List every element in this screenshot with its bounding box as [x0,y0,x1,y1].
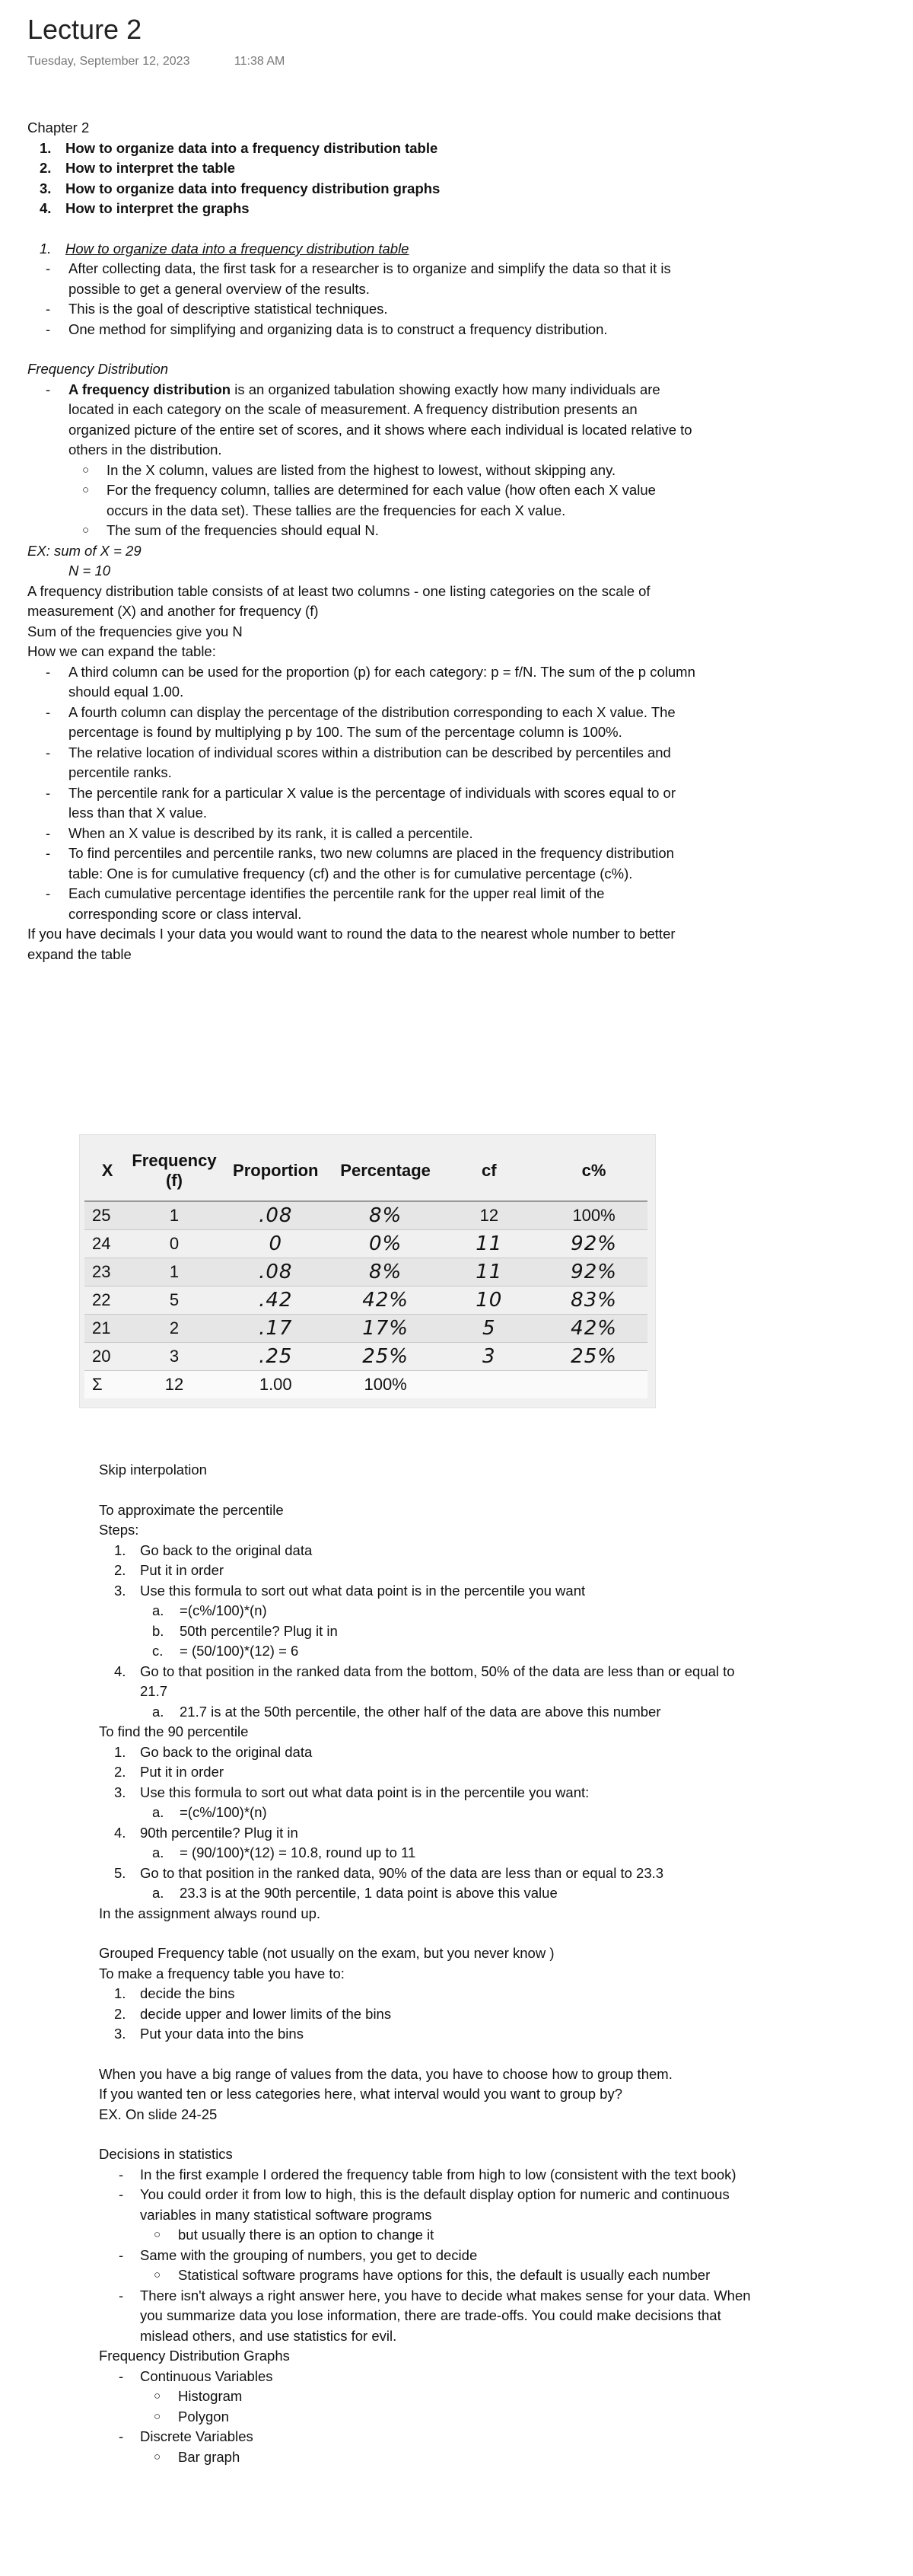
list-item: - Discrete Variables [119,2428,253,2444]
list-item: b. 50th percentile? Plug it in [152,1622,338,1639]
paragraph: To make a frequency table you have to: [99,1965,345,1981]
column-header: cf [437,1141,540,1201]
list-item: - This is the goal of descriptive statistical techniques. [46,301,388,317]
list-item: 3. Use this formula to sort out what data point is in the percentile you want: [114,1784,590,1800]
list-item: 3. Use this formula to sort out what data point is in the percentile you want [114,1582,586,1599]
example-n: N = 10 [68,563,111,579]
list-item: - When an X value is described by its rank, it is called a percentile. [46,824,473,841]
paragraph: If you wanted ten or less categories here, what interval would you want to group by? [99,2086,622,2102]
page-title[interactable]: Lecture 2 [27,14,142,45]
paragraph: EX. On slide 24-25 [99,2106,218,2122]
grouped-heading: Grouped Frequency table (not usually on the exam, but you never know ) [99,1945,555,1961]
list-item: ○ Polygon [154,2408,229,2425]
frequency-table-image[interactable] [79,1134,656,1408]
section1-heading: 1. How to organize data into a frequency distribution table [40,240,409,257]
list-item: 2. Put it in order [114,1764,224,1780]
decisions-heading: Decisions in statistics [99,2146,233,2162]
list-item: 2. Put it in order [114,1562,224,1578]
example-line: EX: sum of X = 29 [27,542,142,559]
list-item: - You could order it from low to high, this is the default display option for numeric and continuous variables in many statistical software programs [119,2186,730,2223]
expand-bullets [27,662,697,925]
list-item: ○ but usually there is an option to change it [154,2227,434,2243]
graphs-heading: Frequency Distribution Graphs [99,2348,290,2364]
list-item: ○ For the frequency column, tallies are determined for each value (how often each X value occurs in the data set). These tallies are the frequencies for each X value. [82,482,656,518]
list-item: - After collecting data, the first task for a researcher is to organize and simplify the data so that it is possible to get a general overview of the results. [46,260,671,297]
fd-bullets [27,380,697,461]
list-item: - There isn't always a right answer here, you have to decide what makes sense for your data. When you summarize data you lose information, there are trade-offs. You could make decisions that mislead others, and use statistics for evil. [119,2287,751,2344]
list-item: ○ Histogram [154,2388,243,2404]
list-item: a. =(c%/100)*(n) [152,1602,267,1618]
approx-heading: To approximate the percentile [99,1501,284,1518]
list-item: a. 23.3 is at the 90th percentile, 1 data point is above this value [152,1885,558,1901]
list-item: a. = (90/100)*(12) = 10.8, round up to 11 [152,1844,416,1860]
list-item: 2. How to interpret the table [40,160,236,176]
list-item: - A fourth column can display the percentage of the distribution corresponding to each X value. The percentage is found by multiplying p by 100. The sum of the percentage column is 100%. [46,703,676,740]
steps-label: Steps: [99,1522,139,1538]
p90-steps [99,1742,753,1803]
table-sum-row: Σ 12 1.00 100% [84,1371,647,1399]
list-item: 1. How to organize data into a frequency distribution table [40,139,438,156]
frequency-table [84,1141,647,1398]
table-row: 24 0 0 0% 11 92% [84,1230,647,1258]
list-item: 1. Go back to the original data [114,1743,313,1760]
list-item: 4. Go to that position in the ranked data from the bottom, 50% of the data are less than or equal to 21.7 [114,1663,735,1699]
list-item: 2. decide upper and lower limits of the bins [114,2005,392,2022]
list-item: 3. How to organize data into frequency distribution graphs [40,180,441,196]
chapter-label: Chapter 2 [27,120,90,135]
approx-steps [99,1541,753,1602]
decisions-list [99,2165,753,2226]
p90-heading: To find the 90 percentile [99,1723,249,1739]
note-date: Tuesday, September 12, 2023 [27,55,190,68]
note-body-bottom[interactable] [99,1460,753,2467]
list-item: ○ The sum of the frequencies should equal N. [82,522,379,538]
approx-substeps [99,1601,753,1662]
grouped-steps [99,1984,753,2045]
paragraph: Sum of the frequencies give you N [27,623,243,639]
section1-bullets [27,259,697,340]
list-item: - To find percentiles and percentile ranks, two new columns are placed in the frequency distribution table: One is for cumulative frequency (cf) and the other is for cumulative percentage (c%). [46,845,674,882]
paragraph: Skip interpolation [99,1462,207,1478]
note-time: 11:38 AM [234,55,285,68]
list-item: 1. Go back to the original data [114,1541,313,1558]
list-item: a. 21.7 is at the 50th percentile, the other half of the data are above this number [152,1703,661,1720]
list-item: 5. Go to that position in the ranked data, 90% of the data are less than or equal to 23.3 [114,1864,664,1881]
list-item: - The relative location of individual scores within a distribution can be described by percentiles and percentile ranks. [46,744,671,780]
fd-subbullets [27,461,697,541]
table-row: 21 2 .17 17% 5 42% [84,1315,647,1343]
list-item: ○ Statistical software programs have options for this, the default is usually each number [154,2267,711,2283]
list-item: ○ In the X column, values are listed from the highest to lowest, without skipping any. [82,461,616,478]
list-item: - In the first example I ordered the frequency table from high to low (consistent with the text book) [119,2166,736,2182]
paragraph: A frequency distribution table consists of at least two columns - one listing categories on the scale of measurement (X) and another for frequency (f) [27,582,651,619]
paragraph: In the assignment always round up. [99,1905,321,1921]
column-header: Frequency (f) [130,1141,218,1201]
list-item: 3. Put your data into the bins [114,2026,304,2042]
list-item: ○ Bar graph [154,2448,240,2465]
note-page [27,0,880,2465]
table-header-row [84,1141,647,1201]
list-item: - A third column can be used for the proportion (p) for each category: p = f/N. The sum of the p column should equal 1.00. [46,663,695,700]
paragraph: When you have a big range of values from the data, you have to choose how to group them. [99,2065,673,2082]
column-header: X [84,1141,130,1201]
table-row: 20 3 .25 25% 3 25% [84,1343,647,1371]
table-row: 22 5 .42 42% 10 83% [84,1286,647,1315]
column-header: c% [540,1141,647,1201]
paragraph: How we can expand the table: [27,643,216,659]
column-header: Proportion [218,1141,333,1201]
table-row: 23 1 .08 8% 11 92% [84,1258,647,1286]
list-item: - Each cumulative percentage identifies the percentile rank for the upper real limit of the corresponding score or class interval. [46,885,605,922]
column-header: Percentage [333,1141,438,1201]
list-item: 4. 90th percentile? Plug it in [114,1824,298,1841]
paragraph: If you have decimals I your data you would want to round the data to the nearest whole number to better expand the table [27,926,676,962]
chapter-list [27,139,697,219]
list-item: 4. How to interpret the graphs [40,200,250,216]
note-body-top[interactable] [27,118,697,964]
list-item: - One method for simplifying and organizing data is to construct a frequency distribution. [46,320,608,337]
list-item: a. =(c%/100)*(n) [152,1804,267,1820]
list-item: 1. decide the bins [114,1985,235,2001]
table-row: 25 1 .08 8% 12 100% [84,1201,647,1230]
list-item: - The percentile rank for a particular X value is the percentage of individuals with scores equal to or less than that X value. [46,784,676,821]
note-metadata [27,55,880,69]
frequency-distribution-heading: Frequency Distribution [27,361,169,377]
list-item: - Same with the grouping of numbers, you get to decide [119,2246,478,2263]
list-item: - Continuous Variables [119,2367,273,2384]
list-item: - A frequency distribution is an organized tabulation showing exactly how many individuals are located in each category on the scale of measurement. A frequency distribution presents an organized picture of the entire set of scores, and it shows where each individual is located relative to others in the distribution. [46,381,692,457]
list-item: c. = (50/100)*(12) = 6 [152,1643,299,1659]
